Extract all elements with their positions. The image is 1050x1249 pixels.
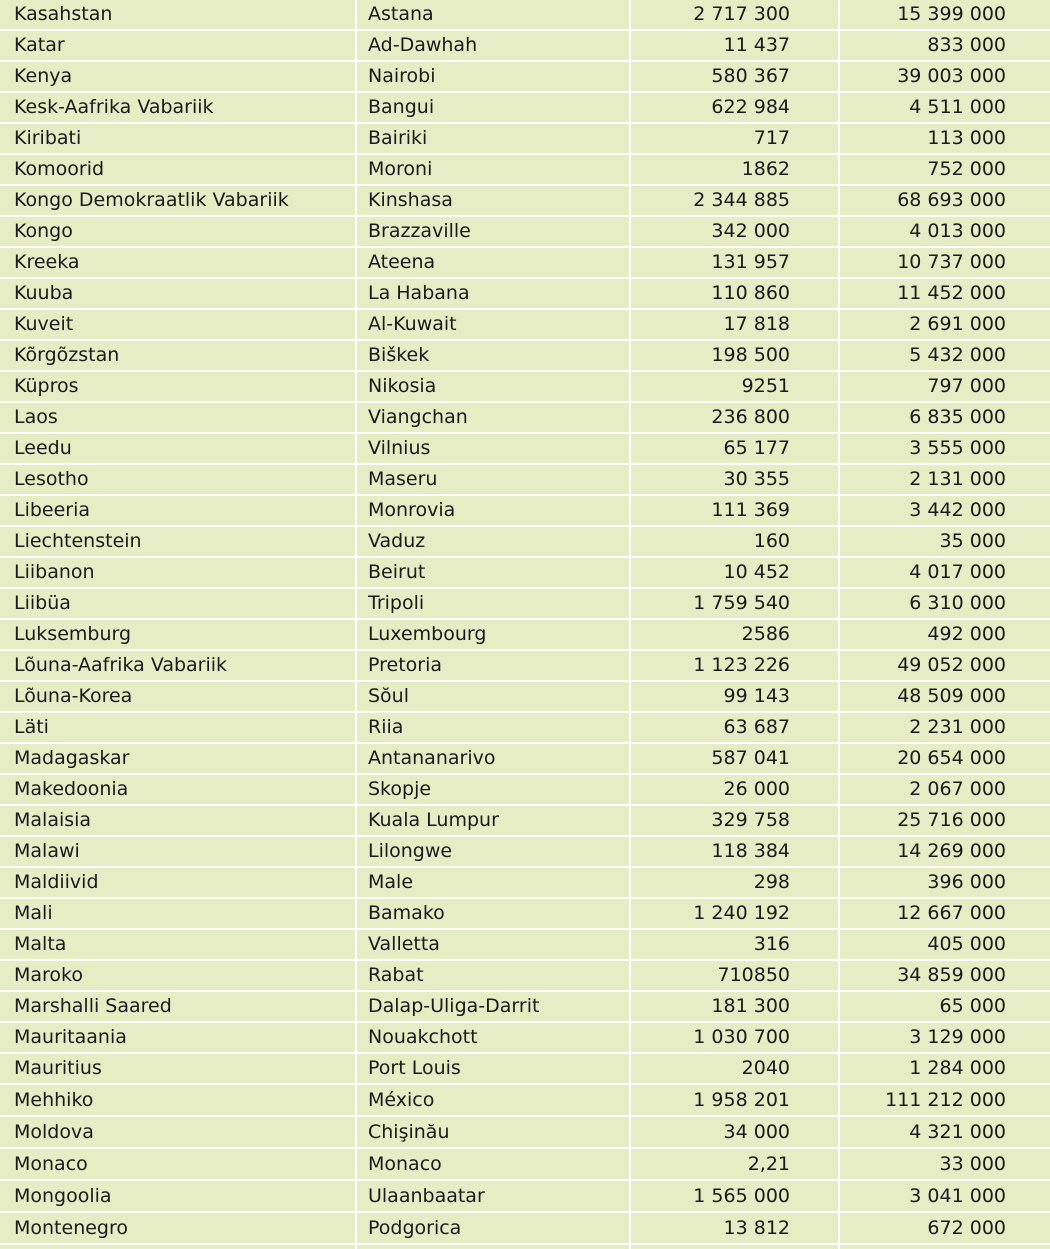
population-cell: 672 000: [927, 1217, 1006, 1239]
column-divider: [629, 0, 631, 1249]
country-cell: Kuuba: [14, 282, 74, 304]
area-cell: 118 384: [711, 840, 790, 862]
country-cell: Montenegro: [14, 1217, 129, 1239]
table-row: [0, 1086, 1050, 1117]
table-row: [0, 31, 1050, 62]
area-cell: 110 860: [711, 282, 790, 304]
country-cell: Mongoolia: [14, 1185, 112, 1207]
country-cell: Kuveit: [14, 313, 74, 335]
table-row: [0, 589, 1050, 620]
area-cell: 1862: [741, 158, 790, 180]
population-cell: 113 000: [927, 127, 1006, 149]
capital-cell: Ad-Dawhah: [368, 34, 478, 56]
table-row: [0, 93, 1050, 124]
country-cell: Malaisia: [14, 809, 92, 831]
population-cell: 3 041 000: [909, 1185, 1006, 1207]
population-cell: 6 835 000: [909, 406, 1006, 428]
table-row: [0, 837, 1050, 868]
table-row: [0, 527, 1050, 558]
population-cell: 25 716 000: [897, 809, 1006, 831]
capital-cell: Vilnius: [368, 437, 431, 459]
capital-cell: Luxembourg: [368, 623, 487, 645]
population-cell: 39 003 000: [897, 65, 1006, 87]
area-cell: 160: [753, 530, 790, 552]
capital-cell: Monaco: [368, 1153, 442, 1175]
capital-cell: Riia: [368, 716, 404, 738]
population-cell: 4 321 000: [909, 1121, 1006, 1143]
capital-cell: Viangchan: [368, 406, 468, 428]
capital-cell: Ulaanbaatar: [368, 1185, 485, 1207]
capital-cell: Rabat: [368, 964, 424, 986]
population-cell: 4 017 000: [909, 561, 1006, 583]
table-row: [0, 806, 1050, 837]
area-cell: 587 041: [711, 747, 790, 769]
population-cell: 34 859 000: [897, 964, 1006, 986]
population-cell: 14 269 000: [897, 840, 1006, 862]
capital-cell: Port Louis: [368, 1057, 461, 1079]
area-cell: 111 369: [711, 499, 790, 521]
capital-cell: Brazzaville: [368, 220, 471, 242]
capital-cell: Lilongwe: [368, 840, 453, 862]
table-row: [0, 1182, 1050, 1213]
area-cell: 198 500: [711, 344, 790, 366]
capital-cell: Nairobi: [368, 65, 436, 87]
table-row: [0, 372, 1050, 403]
population-cell: 48 509 000: [897, 685, 1006, 707]
country-cell: Küpros: [14, 375, 79, 397]
population-cell: 4 511 000: [909, 96, 1006, 118]
capital-cell: Kinshasa: [368, 189, 453, 211]
table-row: [0, 186, 1050, 217]
table-row: [0, 899, 1050, 930]
table-row: [0, 62, 1050, 93]
country-cell: Lõuna-Korea: [14, 685, 133, 707]
country-cell: Mehhiko: [14, 1089, 94, 1111]
capital-cell: Skopje: [368, 778, 432, 800]
capital-cell: Nouakchott: [368, 1026, 478, 1048]
country-cell: Komoorid: [14, 158, 105, 180]
capital-cell: Valletta: [368, 933, 440, 955]
country-cell: Kenya: [14, 65, 73, 87]
area-cell: 65 177: [723, 437, 790, 459]
table-row: [0, 279, 1050, 310]
capital-cell: Tripoli: [368, 592, 425, 614]
area-cell: 717: [753, 127, 790, 149]
table-row: [0, 992, 1050, 1023]
table-row: [0, 1118, 1050, 1149]
table-row: [0, 217, 1050, 248]
country-cell: Kreeka: [14, 251, 80, 273]
country-cell: Liechtenstein: [14, 530, 142, 552]
area-cell: 298: [753, 871, 790, 893]
area-cell: 13 812: [723, 1217, 790, 1239]
area-cell: 580 367: [711, 65, 790, 87]
capital-cell: Nikosia: [368, 375, 437, 397]
table-row: [0, 775, 1050, 806]
area-cell: 131 957: [711, 251, 790, 273]
table-row: [0, 465, 1050, 496]
table-row: [0, 930, 1050, 961]
population-cell: 492 000: [927, 623, 1006, 645]
population-cell: 6 310 000: [909, 592, 1006, 614]
population-cell: 797 000: [927, 375, 1006, 397]
table-row: [0, 341, 1050, 372]
table-row: [0, 961, 1050, 992]
country-cell: Läti: [14, 716, 49, 738]
table-row: [0, 868, 1050, 899]
area-cell: 236 800: [711, 406, 790, 428]
table-row: [0, 124, 1050, 155]
area-cell: 316: [753, 933, 790, 955]
capital-cell: Bairiki: [368, 127, 428, 149]
population-cell: 68 693 000: [897, 189, 1006, 211]
population-cell: 111 212 000: [885, 1089, 1006, 1111]
population-cell: 3 555 000: [909, 437, 1006, 459]
population-cell: 1 284 000: [909, 1057, 1006, 1079]
table-row: [0, 155, 1050, 186]
population-cell: 33 000: [939, 1153, 1006, 1175]
capital-cell: Pretoria: [368, 654, 443, 676]
table-row: [0, 403, 1050, 434]
capital-cell: Podgorica: [368, 1217, 462, 1239]
capital-cell: Maseru: [368, 468, 438, 490]
capital-cell: Monrovia: [368, 499, 456, 521]
area-cell: 2 344 885: [693, 189, 790, 211]
table-row: [0, 1150, 1050, 1181]
population-cell: 3 129 000: [909, 1026, 1006, 1048]
capital-cell: Sŏul: [368, 685, 410, 707]
area-cell: 9251: [741, 375, 790, 397]
table-row: [0, 620, 1050, 651]
country-cell: Marshalli Saared: [14, 995, 172, 1017]
column-divider: [355, 0, 357, 1249]
population-cell: 20 654 000: [897, 747, 1006, 769]
population-cell: 65 000: [939, 995, 1006, 1017]
country-cell: Maroko: [14, 964, 84, 986]
table-row: [0, 651, 1050, 682]
table-row: [0, 248, 1050, 279]
table-row: [0, 1214, 1050, 1245]
capital-cell: Al-Kuwait: [368, 313, 457, 335]
capital-cell: Kuala Lumpur: [368, 809, 499, 831]
area-cell: 181 300: [711, 995, 790, 1017]
table-row: [0, 744, 1050, 775]
country-cell: Malawi: [14, 840, 80, 862]
population-cell: 405 000: [927, 933, 1006, 955]
country-cell: Moldova: [14, 1121, 94, 1143]
population-cell: 49 052 000: [897, 654, 1006, 676]
capital-cell: Antananarivo: [368, 747, 496, 769]
area-cell: 1 958 201: [693, 1089, 790, 1111]
area-cell: 1 030 700: [693, 1026, 790, 1048]
table-row: [0, 682, 1050, 713]
population-cell: 11 452 000: [897, 282, 1006, 304]
country-cell: Lesotho: [14, 468, 89, 490]
area-cell: 329 758: [711, 809, 790, 831]
country-cell: Katar: [14, 34, 65, 56]
population-cell: 15 399 000: [897, 3, 1006, 25]
table-row: [0, 0, 1050, 31]
country-cell: Kesk-Aafrika Vabariik: [14, 96, 214, 118]
population-cell: 35 000: [939, 530, 1006, 552]
capital-cell: Bangui: [368, 96, 435, 118]
country-cell: Kongo Demokraatlik Vabariik: [14, 189, 289, 211]
capital-cell: Biškek: [368, 344, 430, 366]
table-row: [0, 310, 1050, 341]
area-cell: 2586: [741, 623, 790, 645]
country-cell: Kasahstan: [14, 3, 113, 25]
population-cell: 2 131 000: [909, 468, 1006, 490]
capital-cell: La Habana: [368, 282, 470, 304]
area-cell: 1 123 226: [693, 654, 790, 676]
area-cell: 99 143: [723, 685, 790, 707]
population-cell: 833 000: [927, 34, 1006, 56]
area-cell: 30 355: [723, 468, 790, 490]
capital-cell: México: [368, 1089, 435, 1111]
population-cell: 3 442 000: [909, 499, 1006, 521]
area-cell: 2 717 300: [693, 3, 790, 25]
country-cell: Laos: [14, 406, 58, 428]
column-divider: [838, 0, 840, 1249]
area-cell: 1 565 000: [693, 1185, 790, 1207]
table-row: [0, 558, 1050, 589]
population-cell: 2 691 000: [909, 313, 1006, 335]
table-row: [0, 434, 1050, 465]
population-cell: 2 067 000: [909, 778, 1006, 800]
country-cell: Makedoonia: [14, 778, 129, 800]
country-cell: Liibanon: [14, 561, 95, 583]
area-cell: 11 437: [723, 34, 790, 56]
area-cell: 1 240 192: [693, 902, 790, 924]
population-cell: 12 667 000: [897, 902, 1006, 924]
country-cell: Libeeria: [14, 499, 91, 521]
country-cell: Mali: [14, 902, 53, 924]
country-cell: Leedu: [14, 437, 72, 459]
table-row: [0, 496, 1050, 527]
capital-cell: Astana: [368, 3, 434, 25]
country-cell: Maldiivid: [14, 871, 99, 893]
population-cell: 4 013 000: [909, 220, 1006, 242]
country-cell: Luksemburg: [14, 623, 132, 645]
population-cell: 5 432 000: [909, 344, 1006, 366]
country-cell: Mauritius: [14, 1057, 102, 1079]
capital-cell: Bamako: [368, 902, 445, 924]
area-cell: 622 984: [711, 96, 790, 118]
capital-cell: Chişinău: [368, 1121, 450, 1143]
population-cell: 752 000: [927, 158, 1006, 180]
capital-cell: Ateena: [368, 251, 436, 273]
area-cell: 2040: [741, 1057, 790, 1079]
capital-cell: Vaduz: [368, 530, 426, 552]
country-cell: Mauritaania: [14, 1026, 127, 1048]
capital-cell: Moroni: [368, 158, 433, 180]
capital-cell: Beirut: [368, 561, 426, 583]
area-cell: 342 000: [711, 220, 790, 242]
country-cell: Kongo: [14, 220, 73, 242]
population-cell: 396 000: [927, 871, 1006, 893]
area-cell: 63 687: [723, 716, 790, 738]
country-cell: Kiribati: [14, 127, 82, 149]
area-cell: 26 000: [723, 778, 790, 800]
area-cell: 34 000: [723, 1121, 790, 1143]
country-cell: Madagaskar: [14, 747, 130, 769]
capital-cell: Male: [368, 871, 414, 893]
area-cell: 10 452: [723, 561, 790, 583]
population-cell: 2 231 000: [909, 716, 1006, 738]
capital-cell: Dalap-Uliga-Darrit: [368, 995, 540, 1017]
country-cell: Malta: [14, 933, 67, 955]
table-row: [0, 1054, 1050, 1085]
country-cell: Liibüa: [14, 592, 71, 614]
area-cell: 710850: [717, 964, 790, 986]
area-cell: 1 759 540: [693, 592, 790, 614]
table-row: [0, 713, 1050, 744]
table-row: [0, 1023, 1050, 1054]
country-cell: Monaco: [14, 1153, 88, 1175]
country-cell: Kõrgõzstan: [14, 344, 120, 366]
area-cell: 2,21: [747, 1153, 790, 1175]
population-cell: 10 737 000: [897, 251, 1006, 273]
country-cell: Lõuna-Aafrika Vabariik: [14, 654, 228, 676]
area-cell: 17 818: [723, 313, 790, 335]
